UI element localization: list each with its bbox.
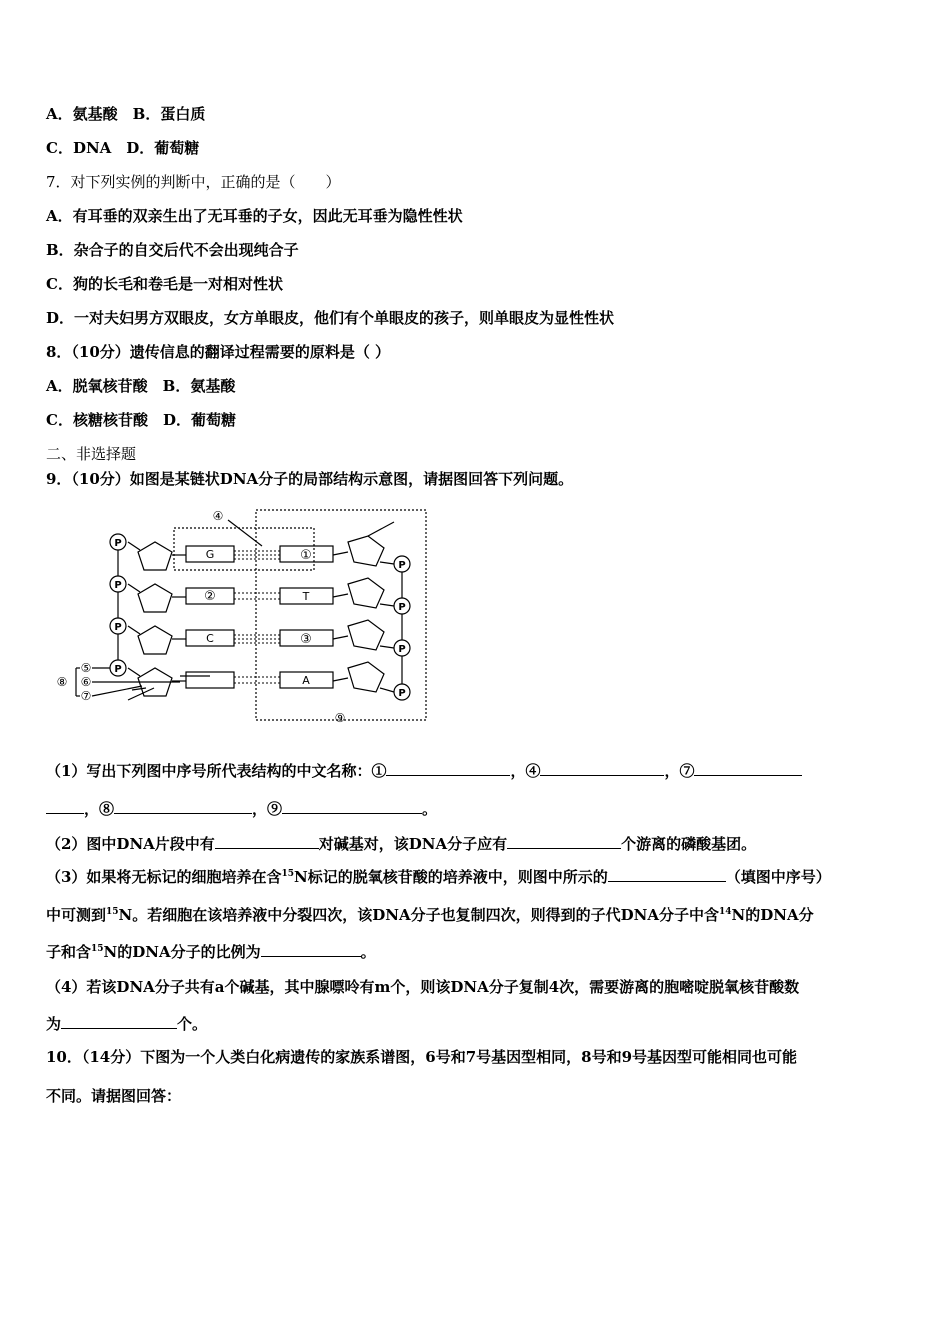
right-sugar-1 bbox=[348, 536, 384, 566]
phosphate-label: P bbox=[398, 688, 406, 699]
phosphate-label: P bbox=[398, 560, 406, 571]
phosphate-label: P bbox=[114, 580, 122, 591]
q7-option-d: D．一对夫妇男方双眼皮，女方单眼皮，他们有个单眼皮的孩子，则单眼皮为显性性状 bbox=[46, 309, 615, 327]
right-sugar-4 bbox=[348, 662, 384, 692]
answer-blank-label-location[interactable] bbox=[608, 867, 726, 882]
left-base-box-4 bbox=[186, 672, 234, 688]
left-base-3: C bbox=[206, 632, 214, 645]
answer-blank-7-cont[interactable] bbox=[46, 799, 84, 814]
label-7: ⑦ bbox=[80, 689, 92, 703]
phosphate-label: P bbox=[398, 644, 406, 655]
right-sugar-3 bbox=[348, 620, 384, 650]
phosphate-label: P bbox=[114, 622, 122, 633]
label-4: ④ bbox=[212, 509, 224, 523]
q8-stem: 8．（10分）遗传信息的翻译过程需要的原料是（ ） bbox=[46, 343, 391, 361]
q7-option-c: C．狗的长毛和卷毛是一对相对性状 bbox=[46, 275, 283, 293]
q9-stem: 9．（10分）如图是某链状DNA分子的局部结构示意图，请据图回答下列问题。 bbox=[46, 470, 574, 488]
right-base-4: A bbox=[302, 674, 310, 687]
answer-blank-phosphate-groups[interactable] bbox=[507, 834, 621, 849]
q8-options-cd: C．核糖核苷酸 D．葡萄糖 bbox=[46, 411, 236, 429]
q9-part4-line1: （4）若该DNA分子共有a个碱基，其中腺嘌呤有m个，则该DNA分子复制4次，需要游离的胞嘧啶脱氧核苷酸数 bbox=[46, 978, 800, 996]
q6-options-ab: A．氨基酸 B．蛋白质 bbox=[46, 105, 206, 123]
q9-part1-line2: ，⑧ ，⑨ 。 bbox=[46, 798, 437, 819]
label-6: ⑥ bbox=[80, 675, 92, 689]
q7-option-b: B．杂合子的自交后代不会出现纯合子 bbox=[46, 241, 299, 259]
q9-part2: （2）图中DNA片段中有 对碱基对，该DNA分子应有 个游离的磷酸基团。 bbox=[46, 835, 757, 853]
label-9: ⑨ bbox=[334, 711, 346, 725]
label-5: ⑤ bbox=[80, 661, 92, 675]
left-base-2: ② bbox=[204, 589, 216, 604]
left-sugar-1 bbox=[138, 542, 172, 570]
q9-part3-line3: 子和含$^{15}$N的DNA分子的比例为 。 bbox=[46, 943, 376, 961]
right-base-2: T bbox=[302, 590, 310, 603]
right-base-1: ① bbox=[300, 548, 312, 563]
phosphate-label: P bbox=[114, 664, 122, 675]
answer-blank-4[interactable] bbox=[540, 761, 664, 776]
answer-blank-cytosine-count[interactable] bbox=[61, 1014, 177, 1029]
phosphate-label: P bbox=[114, 538, 122, 549]
q7-stem: 7．对下列实例的判断中，正确的是（ ） bbox=[46, 173, 341, 191]
q6-options-cd: C．DNA D．葡萄糖 bbox=[46, 139, 200, 157]
q7-option-a: A．有耳垂的双亲生出了无耳垂的子女，因此无耳垂为隐性性状 bbox=[46, 207, 463, 225]
section-title: 二、非选择题 bbox=[46, 445, 137, 463]
answer-blank-1[interactable] bbox=[386, 761, 510, 776]
answer-blank-7[interactable] bbox=[694, 761, 802, 776]
q9-part4-line2: 为 个。 bbox=[46, 1015, 208, 1033]
dna-structure-diagram bbox=[50, 500, 440, 730]
left-sugar-2 bbox=[138, 584, 172, 612]
label-8: ⑧ bbox=[56, 675, 68, 689]
right-base-3: ③ bbox=[300, 632, 312, 647]
left-base-1: G bbox=[205, 548, 215, 561]
phosphate-label: P bbox=[398, 602, 406, 613]
answer-blank-9[interactable] bbox=[282, 799, 422, 814]
q10-stem-line1: 10．（14分）下图为一个人类白化病遗传的家族系谱图，6号和7号基因型相同，8号和9号基因型可能相同也可能 bbox=[46, 1048, 798, 1066]
q8-options-ab: A．脱氧核苷酸 B．氨基酸 bbox=[46, 377, 236, 395]
left-sugar-3 bbox=[138, 626, 172, 654]
answer-blank-8[interactable] bbox=[114, 799, 252, 814]
q9-part3-line2: 中可测到$^{15}$N。若细胞在该培养液中分裂四次，该DNA分子也复制四次，则得到的子代DNA分子中含$^{14}$N的DNA分 bbox=[46, 906, 814, 924]
q9-part3-line1: （3）如果将无标记的细胞培养在含$^{15}$N标记的脱氧核苷酸的培养液中，则图中所示的 （填图中序号） bbox=[46, 868, 831, 886]
right-sugar-2 bbox=[348, 578, 384, 608]
q10-stem-line2: 不同。请据图回答： bbox=[46, 1087, 182, 1105]
answer-blank-base-pairs[interactable] bbox=[215, 834, 319, 849]
q9-part1-line1: （1）写出下列图中序号所代表结构的中文名称：① ，④ ，⑦ bbox=[46, 760, 802, 781]
dotted-frame-4 bbox=[174, 528, 314, 570]
answer-blank-ratio[interactable] bbox=[261, 942, 361, 957]
